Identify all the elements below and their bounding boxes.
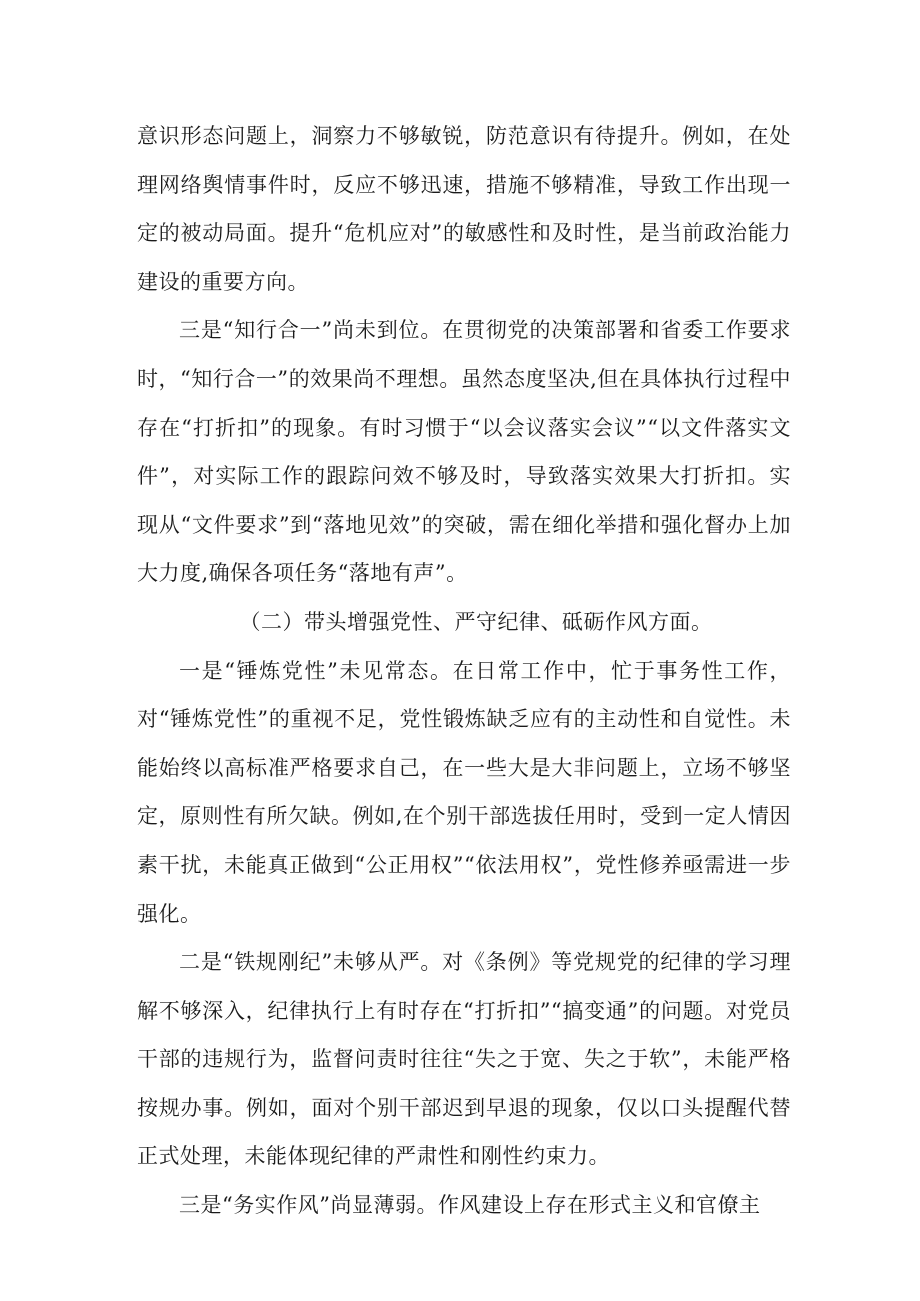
paragraph-ideology-continuation: 意识形态问题上，洞察力不够敏锐，防范意识有待提升。例如，在处理网络舆情事件时，反应不够迅速，措施不够精准，导致工作出现一定的被动局面。提升“危机应对”的敏感性和及时性，是当前政治能力建设的重要方向。: [137, 124, 791, 294]
paragraph-party-spirit: 一是“锤炼党性”未见常态。在日常工作中，忙于事务性工作，对“锤炼党性”的重视不足，党性锻炼缺乏应有的主动性和自觉性。未能始终以高标准严格要求自己，在一些大是大非问题上，立场不够坚定，原则性有所欠缺。例如,在个别干部选拔任用时，受到一定人情因素干扰，未能真正做到“公正用权”“依法用权”，党性修养亟需进一步强化。: [137, 658, 791, 926]
document-body: [137, 112, 791, 1230]
paragraph-discipline: 二是“铁规刚纪”未够从严。对《条例》等党规党的纪律的学习理解不够深入，纪律执行上有时存在“打折扣”“搞变通”的问题。对党员干部的违规行为，监督问责时往往“失之于宽、失之于软”，未能严格按规办事。例如，面对个别干部迟到早退的现象，仅以口头提醒代替正式处理，未能体现纪律的严肃性和刚性约束力。: [137, 950, 791, 1169]
paragraph-knowledge-action: 三是“知行合一”尚未到位。在贯彻党的决策部署和省委工作要求时，“知行合一”的效果尚不理想。虽然态度坚决,但在具体执行过程中存在“打折扣”的现象。有时习惯于“以会议落实会议”“以文件落实文件”，对实际工作的跟踪问效不够及时，导致落实效果大打折扣。实现从“文件要求”到“落地见效”的突破，需在细化举措和强化督办上加大力度,确保各项任务“落地有声”。: [137, 318, 791, 586]
paragraph-work-style: 三是“务实作风”尚显薄弱。作风建设上存在形式主义和官僚主: [179, 1193, 761, 1218]
section-heading-party-spirit: （二）带头增强党性、严守纪律、砥砺作风方面。: [239, 609, 713, 634]
